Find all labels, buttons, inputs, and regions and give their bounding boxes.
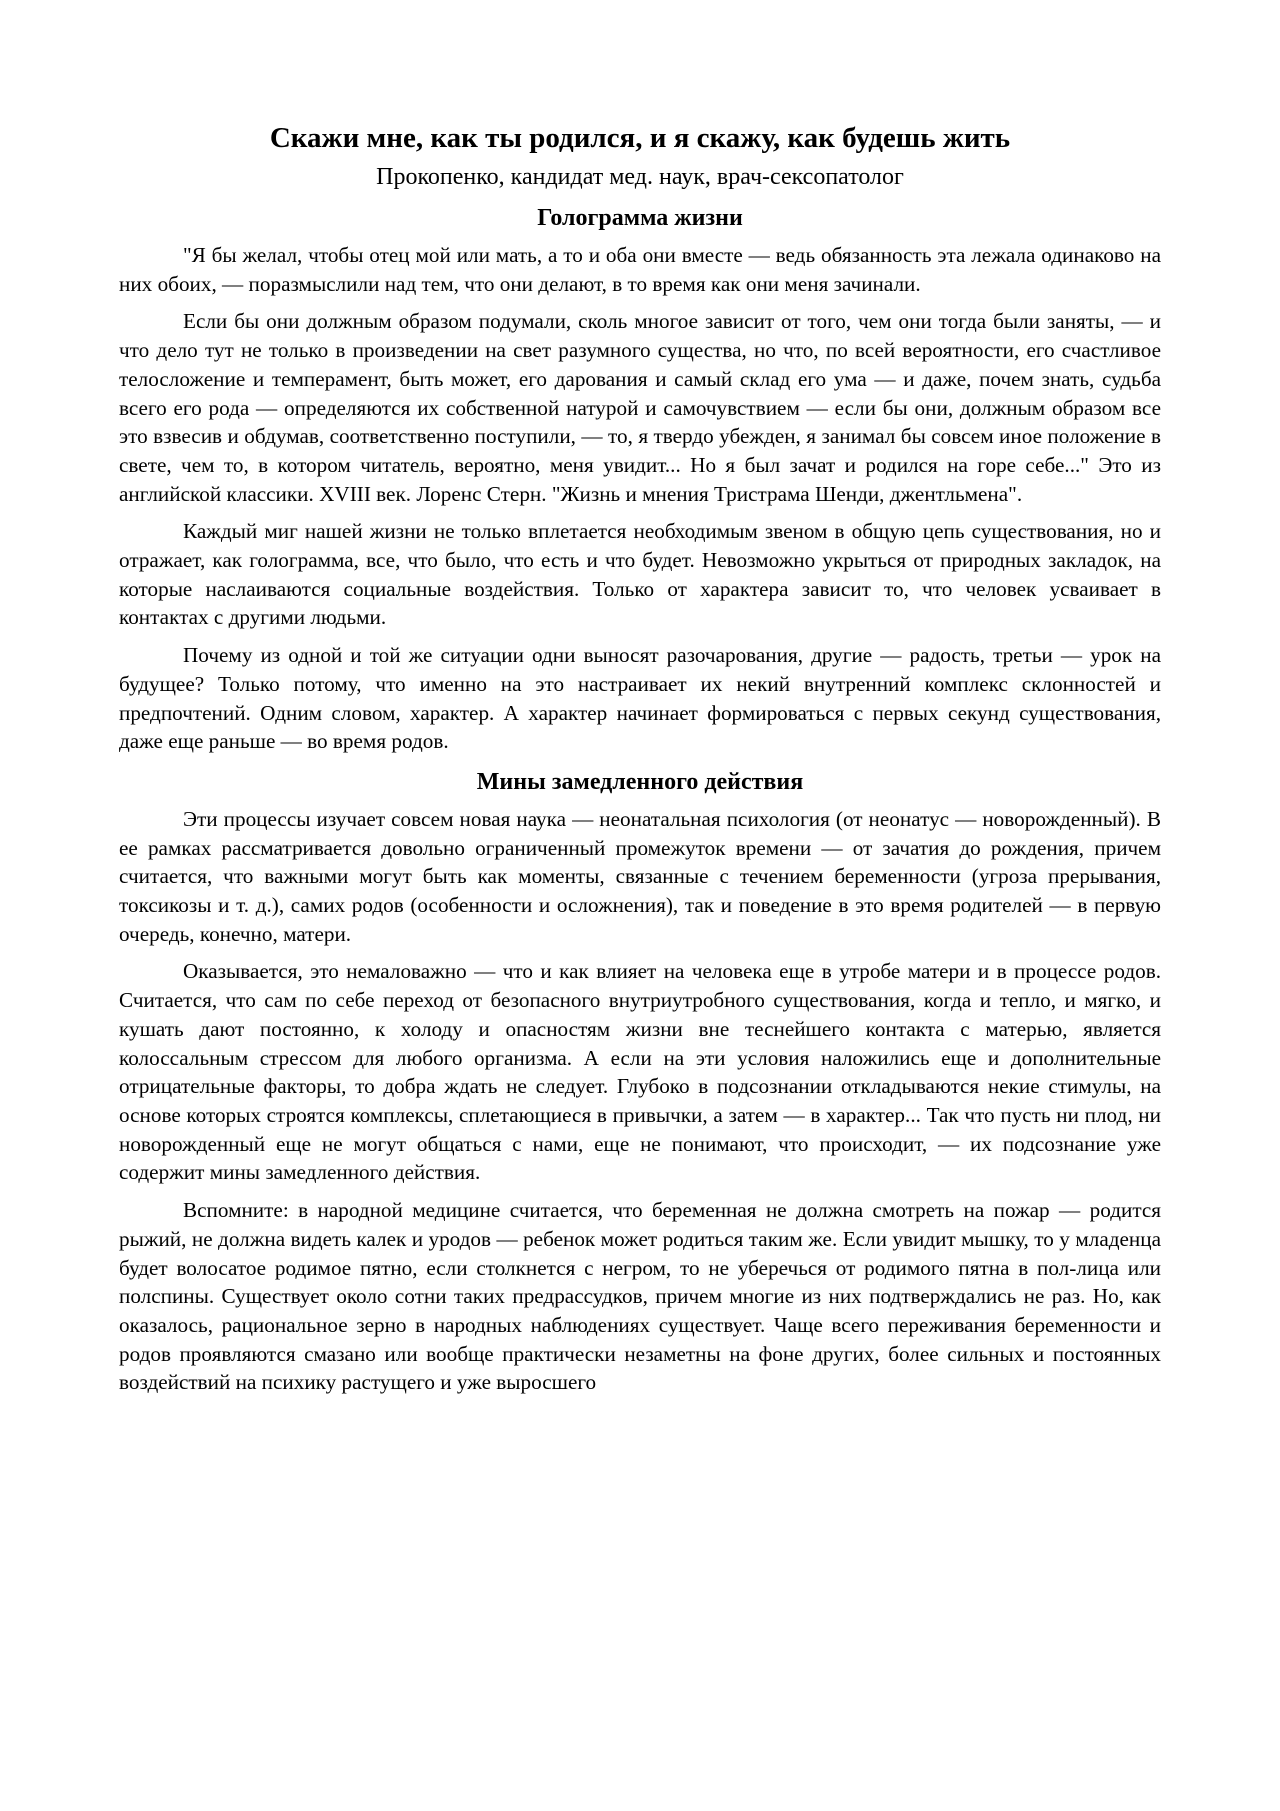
- body-paragraph: Если бы они должным образом подумали, сколь многое зависит от того, чем они тогда были заняты, — и что дело тут не только в произведении на свет разумного существа, но что, по всей вероятности, его счастливое телосложение и темперамент, быть может, его дарования и самый склад его ума — и даже, почем знать, судьба всего его рода — определяются их собственной натурой и самочувствием — если бы они, должным образом все это взвесив и обдумав, соответственно поступили, — то, я твердо убежден, я занимал бы совсем иное положение в свете, чем то, в котором читатель, вероятно, меня увидит... Но я был зачат и родился на горе себе..." Это из английской классики. XVIII век. Лоренс Стерн. "Жизнь и мнения Тристрама Шенди, джентльмена".: [119, 309, 1161, 506]
- body-paragraph: Каждый миг нашей жизни не только вплетается необходимым звеном в общую цепь существования, но и отражает, как голограмма, все, что было, что есть и что будет. Невозможно укрыться от природных закладок, на которые наслаиваются социальные воздействия. Только от характера зависит то, что человек усваивает в контактах с другими людьми.: [119, 519, 1161, 630]
- section-heading: Голограмма жизни: [537, 205, 743, 231]
- body-paragraph: Оказывается, это немаловажно — что и как влияет на человека еще в утробе матери и в процессе родов. Считается, что сам по себе переход от безопасного внутриутробного существования, когда и тепло, и мягко, и кушать дают постоянно, к холоду и опасностям жизни вне теснейшего контакта с матерью, является колоссальным стрессом для любого организма. А если на эти условия наложились еще и дополнительные отрицательные факторы, то добра ждать не следует. Глубоко в подсознании откладываются некие стимулы, на основе которых строятся комплексы, сплетающиеся в привычки, а затем — в характер... Так что пусть ни плод, ни новорожденный еще не могут общаться с нами, еще не понимают, что происходит, — их подсознание уже содержит мины замедленного действия.: [119, 959, 1161, 1185]
- document-title: Скажи мне, как ты родился, и я скажу, как будешь жить: [269, 122, 1011, 154]
- body-paragraph: "Я бы желал, чтобы отец мой или мать, а то и оба они вместе — ведь обязанность эта лежала одинаково на них обоих, — поразмыслили над тем, что они делают, в то время как они меня зачинали.: [119, 243, 1161, 296]
- section-heading: Мины замедленного действия: [476, 768, 804, 795]
- body-paragraph: Вспомните: в народной медицине считается, что беременная не должна смотреть на пожар — родится рыжий, не должна видеть калек и уродов — ребенок может родиться таким же. Если увидит мышку, то у младенца будет волосатое родимое пятно, если столкнется с негром, то не уберечься от родимого пятна в пол-лица или полспины. Существует около сотни таких предрассудков, причем многие из них подтверждались не раз. Но, как оказалось, рациональное зерно в народных наблюдениях существует. Чаще всего переживания беременности и родов проявляются смазано или вообще практически незаметны на фоне других, более сильных и постоянных воздействий на психику растущего и уже выросшего: [119, 1198, 1161, 1395]
- body-paragraph: Почему из одной и той же ситуации одни выносят разочарования, другие — радость, третьи — урок на будущее? Только потому, что именно на это настраивает их некий внутренний комплекс склонностей и предпочтений. Одним словом, характер. А характер начинает формироваться с первых секунд существования, даже еще раньше — во время родов.: [119, 643, 1161, 754]
- body-paragraph: Эти процессы изучает совсем новая наука — неонатальная психология (от неонатус — новорожденный). В ее рамках рассматривается довольно ограниченный промежуток времени — от зачатия до рождения, причем считается, что важными могут быть как моменты, связанные с течением беременности (угроза прерывания, токсикозы и т. д.), самих родов (особенности и осложнения), так и поведение в это время родителей — в первую очередь, конечно, матери.: [119, 806, 1161, 946]
- document-author: Прокопенко, кандидат мед. наук, врач-сексопатолог: [376, 164, 904, 190]
